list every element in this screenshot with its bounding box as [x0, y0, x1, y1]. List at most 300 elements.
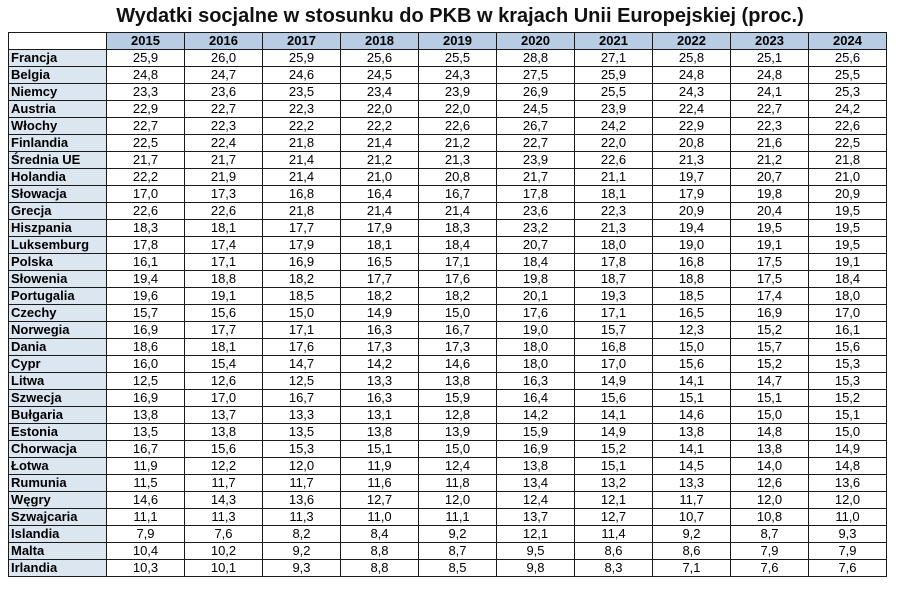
table-cell-value: 21,4: [341, 203, 419, 220]
table-cell-value: 18,5: [653, 288, 731, 305]
table-cell-value: 11,0: [809, 509, 887, 526]
table-cell-value: 16,9: [497, 441, 575, 458]
table-cell-value: 7,6: [731, 560, 809, 577]
table-cell-value: 14,6: [653, 407, 731, 424]
table-cell-value: 25,9: [263, 50, 341, 67]
table-cell-value: 12,1: [575, 492, 653, 509]
table-cell-value: 17,3: [419, 339, 497, 356]
table-cell-value: 17,9: [653, 186, 731, 203]
table-cell-value: 11,6: [341, 475, 419, 492]
table-cell-value: 15,2: [731, 356, 809, 373]
table-cell-value: 23,6: [497, 203, 575, 220]
row-label-country: Norwegia: [9, 322, 107, 339]
table-cell-value: 17,7: [185, 322, 263, 339]
table-cell-value: 8,6: [653, 543, 731, 560]
table-cell-value: 21,8: [263, 203, 341, 220]
row-label-country: Słowenia: [9, 271, 107, 288]
table-cell-value: 18,1: [341, 237, 419, 254]
table-cell-value: 18,4: [809, 271, 887, 288]
table-cell-value: 22,9: [107, 101, 185, 118]
column-header-year: 2020: [497, 33, 575, 50]
table-cell-value: 16,8: [263, 186, 341, 203]
table-cell-value: 22,6: [575, 152, 653, 169]
table-cell-value: 14,2: [497, 407, 575, 424]
table-cell-value: 12,0: [809, 492, 887, 509]
table-cell-value: 15,1: [731, 390, 809, 407]
table-cell-value: 21,2: [419, 135, 497, 152]
table-cell-value: 15,6: [653, 356, 731, 373]
table-cell-value: 10,4: [107, 543, 185, 560]
table-cell-value: 21,7: [185, 152, 263, 169]
row-label-country: Słowacja: [9, 186, 107, 203]
row-label-country: Cypr: [9, 356, 107, 373]
table-cell-value: 17,3: [341, 339, 419, 356]
table-cell-value: 19,4: [653, 220, 731, 237]
table-cell-value: 21,0: [809, 169, 887, 186]
row-label-country: Francja: [9, 50, 107, 67]
table-cell-value: 16,7: [263, 390, 341, 407]
table-row: [9, 305, 887, 322]
table-cell-value: 20,1: [497, 288, 575, 305]
table-cell-value: 12,7: [575, 509, 653, 526]
table-cell-value: 19,5: [731, 220, 809, 237]
table-cell-value: 27,5: [497, 67, 575, 84]
table-cell-value: 11,1: [107, 509, 185, 526]
table-cell-value: 26,9: [497, 84, 575, 101]
table-cell-value: 24,8: [653, 67, 731, 84]
table-cell-value: 17,9: [341, 220, 419, 237]
column-header-year: 2022: [653, 33, 731, 50]
table-row: [9, 458, 887, 475]
table-cell-value: 14,0: [731, 458, 809, 475]
table-cell-value: 8,4: [341, 526, 419, 543]
table-cell-value: 21,8: [263, 135, 341, 152]
table-cell-value: 17,0: [809, 305, 887, 322]
row-label-country: Rumunia: [9, 475, 107, 492]
table-cell-value: 7,9: [809, 543, 887, 560]
table-cell-value: 21,9: [185, 169, 263, 186]
table-cell-value: 10,3: [107, 560, 185, 577]
table-cell-value: 13,8: [497, 458, 575, 475]
table-cell-value: 13,4: [497, 475, 575, 492]
table-cell-value: 11,9: [341, 458, 419, 475]
table-cell-value: 22,2: [341, 118, 419, 135]
table-cell-value: 7,6: [809, 560, 887, 577]
table-cell-value: 8,3: [575, 560, 653, 577]
table-cell-value: 21,8: [809, 152, 887, 169]
table-cell-value: 15,2: [809, 390, 887, 407]
row-label-country: Luksemburg: [9, 237, 107, 254]
table-cell-value: 13,9: [419, 424, 497, 441]
table-row: [9, 152, 887, 169]
table-cell-value: 17,6: [419, 271, 497, 288]
table-cell-value: 11,3: [263, 509, 341, 526]
table-cell-value: 19,5: [809, 203, 887, 220]
table-cell-value: 16,7: [419, 186, 497, 203]
table-cell-value: 17,4: [185, 237, 263, 254]
table-cell-value: 21,1: [575, 169, 653, 186]
table-cell-value: 22,2: [107, 169, 185, 186]
table-cell-value: 15,0: [419, 441, 497, 458]
row-label-country: Średnia UE: [9, 152, 107, 169]
table-cell-value: 12,6: [185, 373, 263, 390]
table-cell-value: 11,8: [419, 475, 497, 492]
table-cell-value: 18,0: [809, 288, 887, 305]
table-row: [9, 203, 887, 220]
table-cell-value: 19,1: [185, 288, 263, 305]
table-cell-value: 22,7: [731, 101, 809, 118]
table-cell-value: 24,3: [419, 67, 497, 84]
row-label-country: Dania: [9, 339, 107, 356]
table-cell-value: 13,3: [653, 475, 731, 492]
table-cell-value: 8,7: [731, 526, 809, 543]
column-header-year: 2015: [107, 33, 185, 50]
table-cell-value: 16,5: [341, 254, 419, 271]
table-cell-value: 21,7: [107, 152, 185, 169]
table-cell-value: 24,7: [185, 67, 263, 84]
table-cell-value: 17,1: [263, 322, 341, 339]
table-cell-value: 12,5: [107, 373, 185, 390]
table-cell-value: 16,3: [341, 390, 419, 407]
table-cell-value: 19,1: [731, 237, 809, 254]
table-cell-value: 22,9: [653, 118, 731, 135]
table-cell-value: 8,5: [419, 560, 497, 577]
table-cell-value: 17,9: [263, 237, 341, 254]
table-cell-value: 24,1: [731, 84, 809, 101]
table-cell-value: 17,0: [185, 390, 263, 407]
table-cell-value: 24,2: [809, 101, 887, 118]
table-cell-value: 15,6: [809, 339, 887, 356]
table-cell-value: 15,0: [809, 424, 887, 441]
table-cell-value: 13,6: [263, 492, 341, 509]
table-cell-value: 21,4: [263, 152, 341, 169]
table-row: [9, 322, 887, 339]
chart-title: Wydatki socjalne w stosunku do PKB w krajach Unii Europejskiej (proc.): [116, 5, 804, 27]
table-cell-value: 14,8: [731, 424, 809, 441]
table-cell-value: 21,6: [731, 135, 809, 152]
table-row: [9, 373, 887, 390]
table-cell-value: 18,8: [185, 271, 263, 288]
table-cell-value: 15,4: [185, 356, 263, 373]
table-cell-value: 14,2: [341, 356, 419, 373]
table-cell-value: 22,6: [809, 118, 887, 135]
table-cell-value: 22,7: [107, 118, 185, 135]
table-cell-value: 25,5: [575, 84, 653, 101]
table-cell-value: 16,9: [731, 305, 809, 322]
table-cell-value: 8,2: [263, 526, 341, 543]
table-cell-value: 13,8: [341, 424, 419, 441]
table-cell-value: 23,3: [107, 84, 185, 101]
table-cell-value: 13,1: [341, 407, 419, 424]
table-cell-value: 17,5: [731, 254, 809, 271]
table-cell-value: 18,2: [263, 271, 341, 288]
table-cell-value: 18,5: [263, 288, 341, 305]
table-cell-value: 21,2: [341, 152, 419, 169]
table-cell-value: 16,9: [263, 254, 341, 271]
table-cell-value: 12,8: [419, 407, 497, 424]
table-cell-value: 10,8: [731, 509, 809, 526]
table-row: [9, 101, 887, 118]
table-cell-value: 22,3: [263, 101, 341, 118]
table-cell-value: 22,7: [185, 101, 263, 118]
table-cell-value: 13,8: [185, 424, 263, 441]
table-cell-value: 20,7: [731, 169, 809, 186]
table-cell-value: 25,8: [653, 50, 731, 67]
table-cell-value: 17,1: [185, 254, 263, 271]
data-table: [8, 32, 887, 577]
table-row: [9, 492, 887, 509]
row-label-country: Szwajcaria: [9, 509, 107, 526]
table-row: [9, 356, 887, 373]
table-cell-value: 24,2: [575, 118, 653, 135]
table-cell-value: 25,5: [419, 50, 497, 67]
table-cell-value: 24,8: [107, 67, 185, 84]
row-label-country: Niemcy: [9, 84, 107, 101]
table-cell-value: 22,0: [419, 101, 497, 118]
table-cell-value: 12,0: [419, 492, 497, 509]
table-row: [9, 271, 887, 288]
table-cell-value: 16,9: [107, 390, 185, 407]
table-cell-value: 10,7: [653, 509, 731, 526]
table-cell-value: 16,5: [653, 305, 731, 322]
table-cell-value: 18,0: [497, 356, 575, 373]
table-cell-value: 12,5: [263, 373, 341, 390]
table-cell-value: 7,9: [107, 526, 185, 543]
table-cell-value: 12,2: [185, 458, 263, 475]
table-cell-value: 9,2: [419, 526, 497, 543]
table-cell-value: 23,4: [341, 84, 419, 101]
table-cell-value: 17,3: [185, 186, 263, 203]
table-cell-value: 14,9: [575, 373, 653, 390]
table-cell-value: 22,3: [731, 118, 809, 135]
row-label-country: Belgia: [9, 67, 107, 84]
table-cell-value: 21,2: [731, 152, 809, 169]
table-cell-value: 16,1: [107, 254, 185, 271]
table-cell-value: 13,8: [107, 407, 185, 424]
table-cell-value: 21,0: [341, 169, 419, 186]
table-cell-value: 14,1: [653, 373, 731, 390]
row-label-country: Czechy: [9, 305, 107, 322]
table-cell-value: 22,6: [107, 203, 185, 220]
table-cell-value: 14,1: [653, 441, 731, 458]
table-cell-value: 22,2: [263, 118, 341, 135]
table-cell-value: 16,3: [341, 322, 419, 339]
table-cell-value: 23,2: [497, 220, 575, 237]
table-cell-value: 22,4: [653, 101, 731, 118]
table-cell-value: 24,5: [341, 67, 419, 84]
table-row: [9, 543, 887, 560]
table-cell-value: 18,7: [575, 271, 653, 288]
table-cell-value: 21,4: [341, 135, 419, 152]
table-cell-value: 19,8: [497, 271, 575, 288]
table-cell-value: 13,8: [731, 441, 809, 458]
table-cell-value: 14,6: [419, 356, 497, 373]
row-label-country: Włochy: [9, 118, 107, 135]
table-cell-value: 14,7: [263, 356, 341, 373]
table-cell-value: 28,8: [497, 50, 575, 67]
column-header-year: 2023: [731, 33, 809, 50]
table-cell-value: 14,6: [107, 492, 185, 509]
table-cell-value: 14,9: [341, 305, 419, 322]
table-cell-value: 13,3: [263, 407, 341, 424]
table-cell-value: 11,3: [185, 509, 263, 526]
table-row: [9, 407, 887, 424]
table-cell-value: 13,5: [107, 424, 185, 441]
table-cell-value: 15,1: [809, 407, 887, 424]
table-cell-value: 18,1: [185, 220, 263, 237]
table-cell-value: 16,8: [653, 254, 731, 271]
row-label-country: Irlandia: [9, 560, 107, 577]
header-row: [9, 33, 887, 50]
table-cell-value: 8,8: [341, 543, 419, 560]
table-cell-value: 17,1: [419, 254, 497, 271]
table-cell-value: 16,8: [575, 339, 653, 356]
table-cell-value: 18,3: [107, 220, 185, 237]
table-cell-value: 22,6: [419, 118, 497, 135]
row-label-country: Estonia: [9, 424, 107, 441]
table-cell-value: 17,7: [341, 271, 419, 288]
table-cell-value: 12,7: [341, 492, 419, 509]
header-corner-cell: [9, 33, 107, 50]
table-cell-value: 19,3: [575, 288, 653, 305]
table-row: [9, 424, 887, 441]
table-cell-value: 18,1: [185, 339, 263, 356]
table-cell-value: 23,9: [575, 101, 653, 118]
table-cell-value: 8,7: [419, 543, 497, 560]
table-cell-value: 24,6: [263, 67, 341, 84]
table-cell-value: 15,0: [419, 305, 497, 322]
table-cell-value: 25,9: [107, 50, 185, 67]
table-cell-value: 7,6: [185, 526, 263, 543]
table-cell-value: 17,5: [731, 271, 809, 288]
table-cell-value: 21,3: [653, 152, 731, 169]
table-cell-value: 22,3: [575, 203, 653, 220]
table-cell-value: 15,3: [263, 441, 341, 458]
column-header-year: 2016: [185, 33, 263, 50]
table-cell-value: 15,1: [341, 441, 419, 458]
table-cell-value: 17,6: [497, 305, 575, 322]
table-cell-value: 20,7: [497, 237, 575, 254]
table-cell-value: 19,0: [653, 237, 731, 254]
table-cell-value: 16,4: [497, 390, 575, 407]
table-cell-value: 19,5: [809, 237, 887, 254]
table-cell-value: 15,9: [497, 424, 575, 441]
column-header-year: 2019: [419, 33, 497, 50]
table-row: [9, 220, 887, 237]
table-cell-value: 15,3: [809, 356, 887, 373]
table-cell-value: 14,9: [809, 441, 887, 458]
table-cell-value: 23,5: [263, 84, 341, 101]
row-label-country: Portugalia: [9, 288, 107, 305]
table-cell-value: 17,8: [497, 186, 575, 203]
table-cell-value: 12,4: [419, 458, 497, 475]
table-cell-value: 21,4: [263, 169, 341, 186]
table-cell-value: 22,0: [575, 135, 653, 152]
table-cell-value: 24,8: [731, 67, 809, 84]
table-cell-value: 14,7: [731, 373, 809, 390]
table-cell-value: 15,7: [107, 305, 185, 322]
table-cell-value: 9,2: [263, 543, 341, 560]
table-cell-value: 19,6: [107, 288, 185, 305]
table-cell-value: 22,3: [185, 118, 263, 135]
table-cell-value: 17,8: [107, 237, 185, 254]
row-label-country: Islandia: [9, 526, 107, 543]
column-header-year: 2021: [575, 33, 653, 50]
table-cell-value: 20,9: [809, 186, 887, 203]
table-cell-value: 11,4: [575, 526, 653, 543]
table-cell-value: 19,4: [107, 271, 185, 288]
table-cell-value: 18,0: [497, 339, 575, 356]
table-cell-value: 9,8: [497, 560, 575, 577]
table-cell-value: 16,7: [107, 441, 185, 458]
table-cell-value: 24,3: [653, 84, 731, 101]
table-cell-value: 16,4: [341, 186, 419, 203]
table-row: [9, 254, 887, 271]
table-row: [9, 441, 887, 458]
row-label-country: Austria: [9, 101, 107, 118]
table-cell-value: 12,6: [731, 475, 809, 492]
table-cell-value: 18,4: [497, 254, 575, 271]
table-row: [9, 526, 887, 543]
table-cell-value: 20,4: [731, 203, 809, 220]
table-cell-value: 22,4: [185, 135, 263, 152]
table-row: [9, 475, 887, 492]
row-label-country: Hiszpania: [9, 220, 107, 237]
table-cell-value: 18,0: [575, 237, 653, 254]
table-cell-value: 13,3: [341, 373, 419, 390]
table-row: [9, 84, 887, 101]
table-cell-value: 15,0: [263, 305, 341, 322]
table-cell-value: 15,3: [809, 373, 887, 390]
table-cell-value: 19,0: [497, 322, 575, 339]
table-row: [9, 50, 887, 67]
table-cell-value: 11,7: [263, 475, 341, 492]
table-cell-value: 22,6: [185, 203, 263, 220]
table-cell-value: 15,2: [575, 441, 653, 458]
table-cell-value: 18,3: [419, 220, 497, 237]
table-cell-value: 15,7: [731, 339, 809, 356]
table-cell-value: 25,1: [731, 50, 809, 67]
table-cell-value: 24,5: [497, 101, 575, 118]
table-cell-value: 16,7: [419, 322, 497, 339]
table-cell-value: 22,5: [107, 135, 185, 152]
table-cell-value: 9,5: [497, 543, 575, 560]
table-cell-value: 21,4: [419, 203, 497, 220]
table-cell-value: 18,2: [341, 288, 419, 305]
table-cell-value: 18,6: [107, 339, 185, 356]
row-label-country: Malta: [9, 543, 107, 560]
table-cell-value: 11,7: [185, 475, 263, 492]
table-cell-value: 19,7: [653, 169, 731, 186]
table-cell-value: 17,1: [575, 305, 653, 322]
table-cell-value: 9,3: [263, 560, 341, 577]
table-cell-value: 22,0: [341, 101, 419, 118]
row-label-country: Chorwacja: [9, 441, 107, 458]
row-label-country: Bułgaria: [9, 407, 107, 424]
table-cell-value: 18,4: [419, 237, 497, 254]
table-cell-value: 25,6: [341, 50, 419, 67]
table-cell-value: 17,0: [575, 356, 653, 373]
table-cell-value: 10,2: [185, 543, 263, 560]
table-cell-value: 8,6: [575, 543, 653, 560]
table-cell-value: 18,8: [653, 271, 731, 288]
row-label-country: Grecja: [9, 203, 107, 220]
table-cell-value: 11,1: [419, 509, 497, 526]
table-cell-value: 7,1: [653, 560, 731, 577]
table-cell-value: 23,6: [185, 84, 263, 101]
table-cell-value: 13,8: [653, 424, 731, 441]
table-cell-value: 21,7: [497, 169, 575, 186]
